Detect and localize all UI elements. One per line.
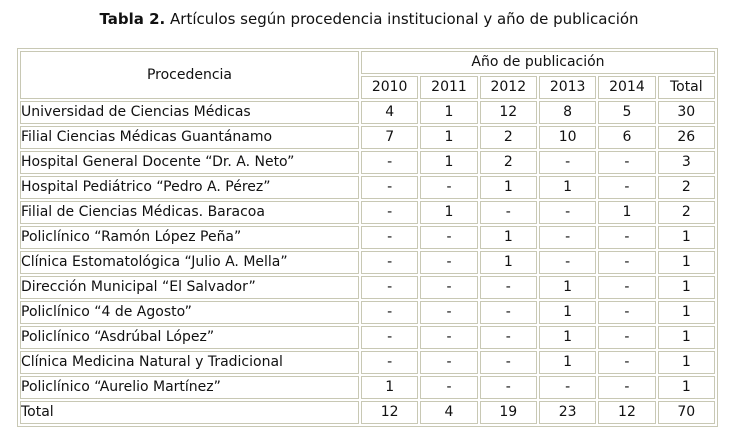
cell-2014: - <box>598 301 655 324</box>
cell-2011: - <box>420 226 477 249</box>
table-row <box>20 126 715 149</box>
table-row <box>20 176 715 199</box>
cell-2011: - <box>420 351 477 374</box>
cell-2013: 1 <box>539 276 596 299</box>
table-row <box>20 276 715 299</box>
cell-2012: - <box>480 201 537 224</box>
cell-2012: 12 <box>480 101 537 124</box>
row-procedencia: Total <box>20 401 359 424</box>
cell-2010: - <box>361 326 418 349</box>
table-row <box>20 351 715 374</box>
cell-2013: - <box>539 201 596 224</box>
row-procedencia: Hospital Pediátrico “Pedro A. Pérez” <box>20 176 359 199</box>
table-row <box>20 376 715 399</box>
cell-2010: - <box>361 226 418 249</box>
cell-2013: 1 <box>539 176 596 199</box>
cell-total: 26 <box>658 126 715 149</box>
cell-2013: - <box>539 151 596 174</box>
cell-2011: - <box>420 276 477 299</box>
row-procedencia: Policlínico “Ramón López Peña” <box>20 226 359 249</box>
table-row <box>20 301 715 324</box>
row-procedencia: Clínica Medicina Natural y Tradicional <box>20 351 359 374</box>
cell-2013: 1 <box>539 326 596 349</box>
header-year-2014: 2014 <box>598 76 655 99</box>
row-procedencia: Policlínico “4 de Agosto” <box>20 301 359 324</box>
row-procedencia: Filial Ciencias Médicas Guantánamo <box>20 126 359 149</box>
cell-2014: - <box>598 351 655 374</box>
cell-2012: 2 <box>480 126 537 149</box>
cell-2010: 1 <box>361 376 418 399</box>
cell-2014: - <box>598 376 655 399</box>
cell-2013: 1 <box>539 301 596 324</box>
cell-2012: - <box>480 301 537 324</box>
table-body <box>20 51 715 424</box>
cell-total: 1 <box>658 351 715 374</box>
table-row <box>20 101 715 124</box>
cell-2011: - <box>420 176 477 199</box>
cell-2010: - <box>361 251 418 274</box>
cell-2012: - <box>480 376 537 399</box>
cell-2014: 5 <box>598 101 655 124</box>
cell-2012: - <box>480 276 537 299</box>
row-procedencia: Policlínico “Aurelio Martínez” <box>20 376 359 399</box>
header-row-1 <box>20 51 715 74</box>
cell-total: 70 <box>658 401 715 424</box>
cell-total: 2 <box>658 176 715 199</box>
cell-2011: 1 <box>420 151 477 174</box>
caption-label: Tabla 2. <box>99 10 166 28</box>
cell-2010: 12 <box>361 401 418 424</box>
cell-2011: 4 <box>420 401 477 424</box>
cell-2010: - <box>361 351 418 374</box>
cell-total: 30 <box>658 101 715 124</box>
cell-2010: - <box>361 151 418 174</box>
cell-2010: 4 <box>361 101 418 124</box>
cell-2013: 10 <box>539 126 596 149</box>
cell-2014: 6 <box>598 126 655 149</box>
table-caption <box>0 10 738 28</box>
row-procedencia: Universidad de Ciencias Médicas <box>20 101 359 124</box>
cell-2010: - <box>361 201 418 224</box>
header-total: Total <box>658 76 715 99</box>
cell-total: 2 <box>658 201 715 224</box>
header-year-2013: 2013 <box>539 76 596 99</box>
cell-2014: - <box>598 176 655 199</box>
cell-2013: - <box>539 226 596 249</box>
cell-2014: - <box>598 326 655 349</box>
cell-2013: 23 <box>539 401 596 424</box>
cell-2012: - <box>480 326 537 349</box>
cell-2012: 1 <box>480 176 537 199</box>
row-procedencia: Hospital General Docente “Dr. A. Neto” <box>20 151 359 174</box>
row-procedencia: Policlínico “Asdrúbal López” <box>20 326 359 349</box>
row-procedencia: Filial de Ciencias Médicas. Baracoa <box>20 201 359 224</box>
cell-total: 1 <box>658 326 715 349</box>
cell-2014: 1 <box>598 201 655 224</box>
header-procedencia: Procedencia <box>20 51 359 99</box>
cell-2012: 1 <box>480 226 537 249</box>
header-year-group: Año de publicación <box>361 51 715 74</box>
caption-text: Artículos según procedencia institucional y año de publicación <box>170 10 639 28</box>
cell-2012: 2 <box>480 151 537 174</box>
cell-2010: 7 <box>361 126 418 149</box>
table-row <box>20 251 715 274</box>
cell-2012: 1 <box>480 251 537 274</box>
header-year-2011: 2011 <box>420 76 477 99</box>
cell-total: 3 <box>658 151 715 174</box>
cell-2011: - <box>420 326 477 349</box>
cell-total: 1 <box>658 276 715 299</box>
header-year-2010: 2010 <box>361 76 418 99</box>
cell-2011: 1 <box>420 101 477 124</box>
cell-2011: 1 <box>420 126 477 149</box>
cell-2013: - <box>539 251 596 274</box>
cell-2011: - <box>420 376 477 399</box>
cell-2010: - <box>361 176 418 199</box>
table-row <box>20 226 715 249</box>
cell-2014: - <box>598 251 655 274</box>
cell-2013: 1 <box>539 351 596 374</box>
cell-2011: - <box>420 301 477 324</box>
cell-2014: 12 <box>598 401 655 424</box>
table-row <box>20 326 715 349</box>
row-procedencia: Clínica Estomatológica “Julio A. Mella” <box>20 251 359 274</box>
table-row <box>20 201 715 224</box>
cell-2013: - <box>539 376 596 399</box>
total-row <box>20 401 715 424</box>
cell-2014: - <box>598 226 655 249</box>
cell-total: 1 <box>658 251 715 274</box>
cell-2011: - <box>420 251 477 274</box>
cell-2011: 1 <box>420 201 477 224</box>
cell-2012: 19 <box>480 401 537 424</box>
cell-total: 1 <box>658 376 715 399</box>
header-year-2012: 2012 <box>480 76 537 99</box>
cell-2014: - <box>598 276 655 299</box>
data-table <box>17 48 718 427</box>
cell-2012: - <box>480 351 537 374</box>
cell-2010: - <box>361 301 418 324</box>
cell-total: 1 <box>658 226 715 249</box>
cell-total: 1 <box>658 301 715 324</box>
cell-2014: - <box>598 151 655 174</box>
cell-2013: 8 <box>539 101 596 124</box>
row-procedencia: Dirección Municipal “El Salvador” <box>20 276 359 299</box>
table-row <box>20 151 715 174</box>
cell-2010: - <box>361 276 418 299</box>
